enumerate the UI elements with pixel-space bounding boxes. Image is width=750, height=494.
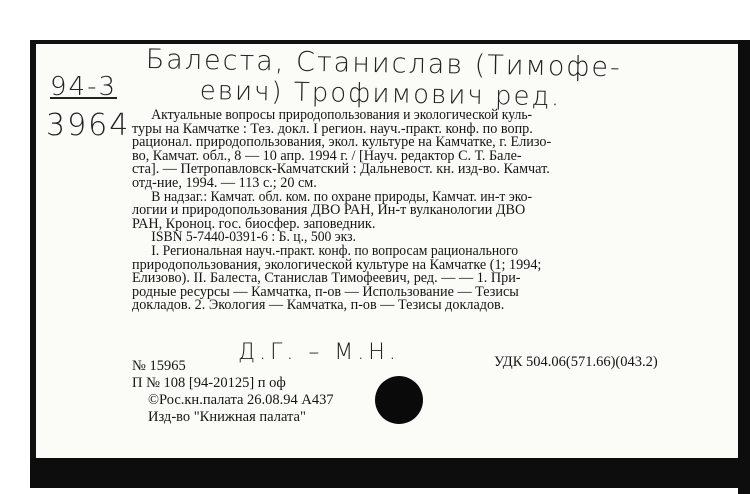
handwritten-note: Д.Г. – М.Н. xyxy=(238,340,400,365)
nadzag-line: В надзаг.: Камчат. обл. ком. по охране природы, Камчат. ин-т эко- xyxy=(151,188,533,205)
scan-shadow-bottom xyxy=(30,458,748,488)
desc-line: отд-ние, 1994. — 113 с.; 20 см. xyxy=(132,174,317,191)
desc-line: туры на Камчатке : Тез. докл. I регион. науч.-практ. конф. по вопр. xyxy=(132,120,533,137)
call-number-bottom: 3964 xyxy=(46,108,131,143)
call-number-top: 94-3 xyxy=(50,72,118,102)
subject-line: родные ресурсы — Камчатка, п-ов — Использование — Тезисы xyxy=(132,283,519,300)
ink-stamp-blot xyxy=(375,376,423,424)
isbn-line: ISBN 5-7440-0391-6 : Б. ц., 500 экз. xyxy=(151,229,356,246)
scan-shadow-right xyxy=(738,40,750,494)
handwritten-author-line2: евич) Трофимович ред. xyxy=(199,76,562,113)
desc-line: ста]. — Петропавловск-Камчатский : Дальневост. кн. изд-во. Камчат. xyxy=(132,161,550,178)
nadzag-line: РАН, Кроноц. гос. биосфер. заповедник. xyxy=(132,215,376,232)
subject-line: докладов. 2. Экология — Камчатка, п-ов — Тезисы докладов. xyxy=(132,297,505,314)
handwritten-author-line1: Балеста, Станислав (Тимофе- xyxy=(145,44,623,84)
subject-line: I. Региональная науч.-практ. конф. по вопросам рационального xyxy=(151,242,519,259)
nadzag-line: логии и природопользования ДВО РАН, Ин-т вулканологии ДВО xyxy=(132,202,526,219)
desc-line: Актуальные вопросы природопользования и экологической куль- xyxy=(151,107,533,123)
udk-code: УДК 504.06(571.66)(043.2) xyxy=(494,354,658,370)
card-number: № 15965 xyxy=(132,358,186,374)
bibliographic-description xyxy=(132,109,692,313)
subject-line: природопользования, экологической культуре на Камчатке (1; 1994; xyxy=(132,256,542,273)
subject-line: Елизово). II. Балеста, Станислав Тимофеевич, ред. — — 1. При- xyxy=(132,270,521,287)
card-footer xyxy=(132,358,334,426)
copyright-line: ©Рос.кн.палата 26.08.94 А437 xyxy=(148,392,334,408)
desc-line: рационал. природопользования, экол. культуре на Камчатке, г. Елизо- xyxy=(132,134,552,151)
publisher-line: Изд-во "Книжная палата" xyxy=(148,409,306,425)
desc-line: во, Камчат. обл., 8 — 10 апр. 1994 г. / [Науч. редактор С. Т. Бале- xyxy=(132,147,522,164)
record-line: П № 108 [94-20125] п оф xyxy=(132,375,286,391)
